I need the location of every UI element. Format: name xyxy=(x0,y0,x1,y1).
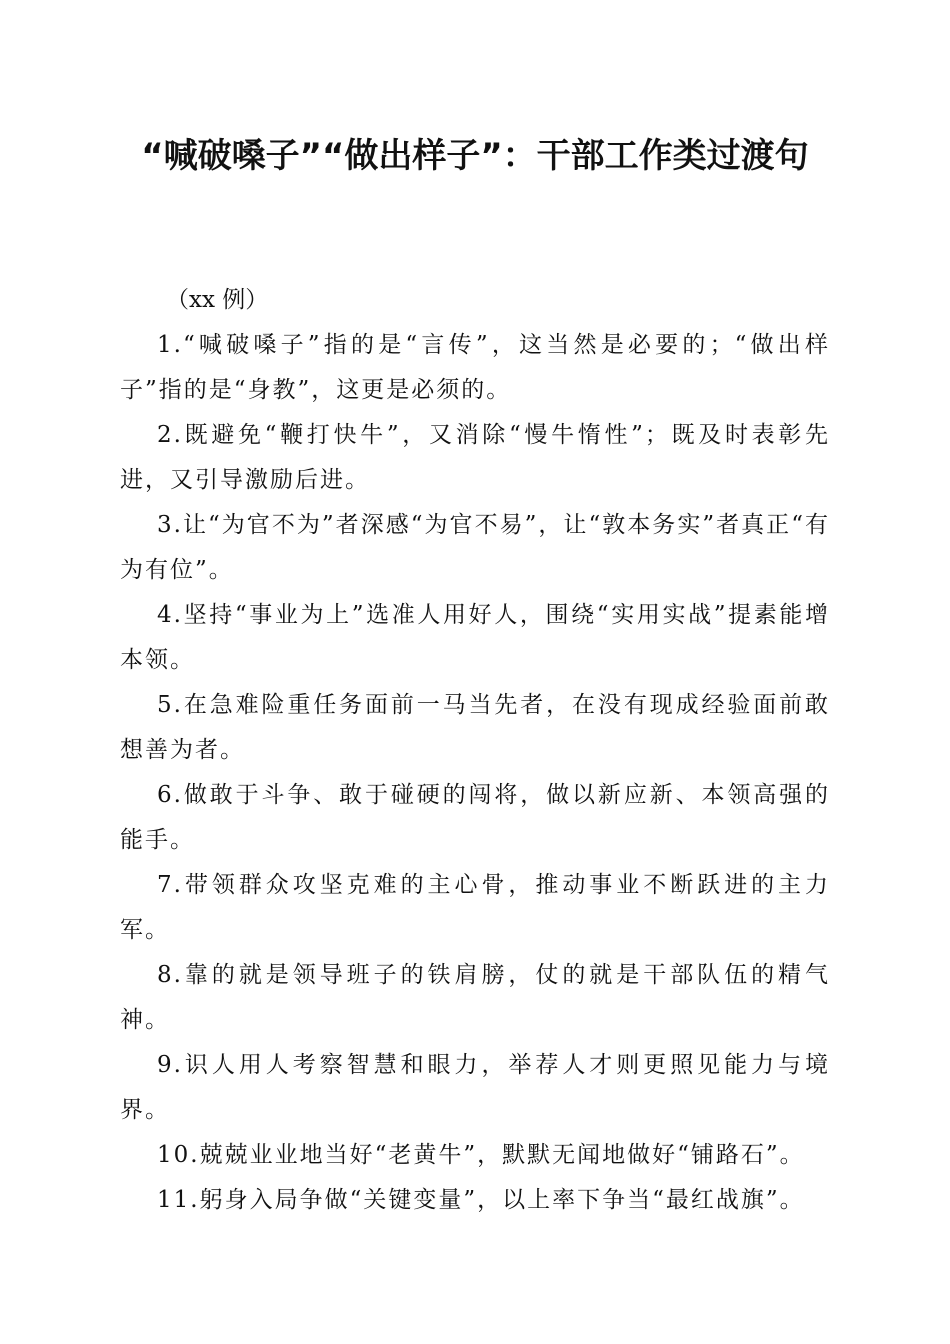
list-item: 1.“喊破嗓子”指的是“言传”，这当然是必要的；“做出样子”指的是“身教”，这更是必须的。 xyxy=(120,332,830,403)
list-item: 4.坚持“事业为上”选准人用好人，围绕“实用实战”提素能增本领。 xyxy=(120,602,830,673)
list-item: 5.在急难险重任务面前一马当先者，在没有现成经验面前敢想善为者。 xyxy=(120,692,830,763)
list-item: 7.带领群众攻坚克难的主心骨，推动事业不断跃进的主力军。 xyxy=(120,872,830,943)
document-body xyxy=(120,278,830,1223)
list-item: 9.识人用人考察智慧和眼力，举荐人才则更照见能力与境界。 xyxy=(120,1052,830,1123)
list-item: 2.既避免“鞭打快牛”，又消除“慢牛惰性”；既及时表彰先进，又引导激励后进。 xyxy=(120,422,830,493)
list-item: 6.做敢于斗争、敢于碰硬的闯将，做以新应新、本领高强的能手。 xyxy=(120,782,830,853)
example-count-note: （xx 例） xyxy=(166,287,269,313)
list-item: 10.兢兢业业地当好“老黄牛”，默默无闻地做好“铺路石”。 xyxy=(157,1142,805,1168)
list-item: 11.躬身入局争做“关键变量”，以上率下争当“最红战旗”。 xyxy=(157,1187,805,1213)
list-item: 8.靠的就是领导班子的铁肩膀，仗的就是干部队伍的精气神。 xyxy=(120,962,830,1033)
list-item: 3.让“为官不为”者深感“为官不易”，让“敦本务实”者真正“有为有位”。 xyxy=(120,512,830,583)
document-title: “喊破嗓子”“做出样子”：干部工作类过渡句 xyxy=(141,136,809,176)
